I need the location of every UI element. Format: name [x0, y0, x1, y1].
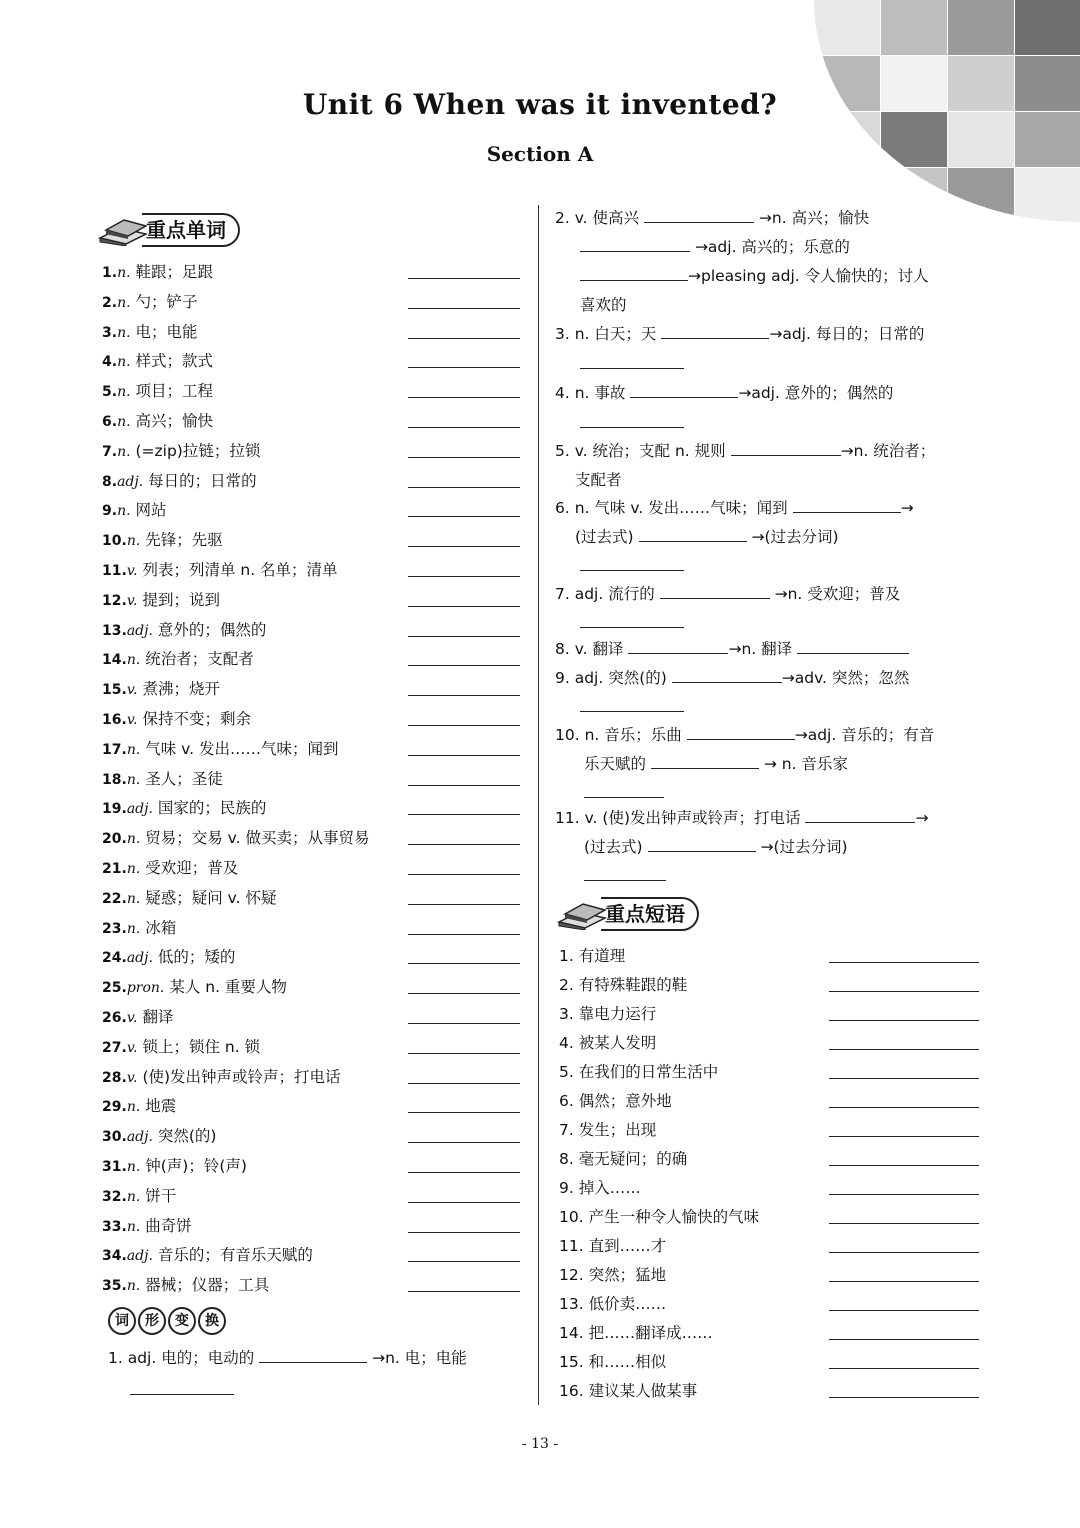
- word-form-char: 词: [108, 1307, 136, 1335]
- answer-blank[interactable]: [580, 554, 684, 571]
- wordform-item-8: 8. v. 翻译 →n. 翻译: [555, 635, 980, 664]
- answer-blank[interactable]: [829, 1397, 979, 1398]
- word-number: 8.: [102, 473, 118, 490]
- phrase-text: 12. 突然；猛地: [559, 1266, 667, 1284]
- part-of-speech: n.: [117, 503, 131, 520]
- word-row: [102, 1241, 520, 1271]
- word-row: [102, 824, 520, 854]
- phrase-text: 8. 毫无疑问；的确: [559, 1150, 688, 1168]
- mosaic-cell: [1015, 168, 1080, 222]
- wordform-item-3: 3. n. 白天；天 →adj. 每日的；日常的: [555, 320, 980, 349]
- word-meaning: 煮沸；烧开: [142, 680, 220, 699]
- wordform-item-2-line2: →adj. 高兴的；乐意的: [580, 233, 980, 262]
- answer-blank[interactable]: [829, 962, 979, 963]
- key-phrases-header: [557, 896, 699, 932]
- mosaic-cell: [881, 0, 947, 55]
- words-list: [102, 258, 520, 1301]
- word-meaning: 国家的；民族的: [157, 799, 267, 818]
- phrase-row: [559, 1377, 979, 1406]
- answer-blank[interactable]: [408, 695, 520, 696]
- word-meaning: 突然(的): [157, 1127, 217, 1146]
- word-form-header: [108, 1307, 226, 1335]
- answer-blank[interactable]: [408, 1023, 520, 1024]
- part-of-speech: n.: [126, 1188, 141, 1205]
- answer-blank[interactable]: [580, 352, 684, 369]
- phrase-text: 6. 偶然；意外地: [559, 1092, 672, 1110]
- word-number: 12.: [102, 592, 127, 609]
- word-row: [102, 1063, 520, 1093]
- word-meaning: 曲奇饼: [145, 1216, 192, 1235]
- phrase-row: [559, 942, 979, 971]
- word-meaning: 某人 n. 重要人物: [169, 978, 287, 997]
- part-of-speech: n.: [126, 652, 141, 669]
- word-row: [102, 943, 520, 973]
- answer-blank[interactable]: [639, 525, 747, 542]
- wordform-item-9-line2: [580, 693, 684, 722]
- column-divider: [538, 205, 539, 1405]
- answer-blank[interactable]: [580, 611, 684, 628]
- phrase-text: 14. 把……翻译成……: [559, 1324, 713, 1342]
- phrase-text: 5. 在我们的日常生活中: [559, 1063, 719, 1081]
- part-of-speech: n.: [126, 533, 141, 550]
- answer-blank[interactable]: [408, 963, 520, 964]
- part-of-speech: n.: [126, 1218, 141, 1235]
- word-meaning: 每日的；日常的: [148, 471, 257, 490]
- answer-blank[interactable]: [408, 397, 520, 398]
- word-meaning: 翻译: [142, 1007, 174, 1026]
- answer-blank[interactable]: [130, 1378, 234, 1395]
- part-of-speech: adj.: [126, 950, 153, 967]
- phrase-row: [559, 1029, 979, 1058]
- word-row: [102, 288, 520, 318]
- part-of-speech: n.: [126, 771, 141, 788]
- part-of-speech: n.: [117, 294, 131, 311]
- wordform-item-10-line2: 乐天赋的 → n. 音乐家: [584, 750, 980, 779]
- page-title: Unit 6 When was it invented?: [302, 88, 778, 121]
- word-row: [102, 735, 520, 765]
- phrase-text: 16. 建议某人做某事: [559, 1382, 698, 1400]
- answer-blank[interactable]: [408, 665, 520, 666]
- wordform-item-4-line2: [580, 409, 684, 438]
- word-number: 10.: [102, 533, 127, 550]
- word-row: [102, 377, 520, 407]
- mosaic-cell: [814, 0, 880, 55]
- phrase-text: 15. 和……相似: [559, 1353, 667, 1371]
- wordform-item-11-line3: [584, 862, 666, 891]
- word-number: 5.: [102, 384, 118, 401]
- word-number: 34.: [102, 1248, 127, 1265]
- part-of-speech: n.: [117, 443, 131, 460]
- word-number: 23.: [102, 920, 127, 937]
- word-meaning: (=zip)拉链；拉锁: [135, 441, 261, 460]
- answer-blank[interactable]: [408, 874, 520, 875]
- word-meaning: 受欢迎；普及: [145, 858, 239, 877]
- phrase-row: [559, 1058, 979, 1087]
- word-row: [102, 437, 520, 467]
- part-of-speech: n.: [126, 890, 141, 907]
- answer-blank[interactable]: [408, 1291, 520, 1292]
- word-number: 27.: [102, 1039, 127, 1056]
- word-number: 32.: [102, 1188, 127, 1205]
- answer-blank[interactable]: [829, 1310, 979, 1311]
- word-number: 17.: [102, 741, 127, 758]
- word-number: 11.: [102, 562, 127, 579]
- word-meaning: 网站: [135, 501, 167, 520]
- word-meaning: 提到；说到: [142, 590, 220, 609]
- phrase-text: 10. 产生一种令人愉快的气味: [559, 1208, 760, 1226]
- answer-blank[interactable]: [408, 427, 520, 428]
- word-meaning: 气味 v. 发出……气味；闻到: [145, 739, 339, 758]
- word-number: 4.: [102, 354, 118, 371]
- phrase-row: [559, 1116, 979, 1145]
- page-number: - 13 -: [521, 1436, 559, 1452]
- word-row: [102, 765, 520, 795]
- answer-blank[interactable]: [408, 814, 520, 815]
- part-of-speech: v.: [126, 562, 138, 579]
- key-phrases-label: 重点短语: [601, 897, 699, 931]
- phrase-row: [559, 1290, 979, 1319]
- word-number: 22.: [102, 890, 127, 907]
- word-meaning: 先锋；先驱: [145, 531, 223, 550]
- answer-blank[interactable]: [584, 864, 666, 881]
- answer-blank[interactable]: [408, 755, 520, 756]
- wordform-item-5-line2: 支配者: [575, 471, 622, 489]
- word-meaning: (使)发出钟声或铃声；打电话: [142, 1067, 341, 1086]
- word-meaning: 钟(声)；铃(声): [145, 1156, 247, 1175]
- word-number: 35.: [102, 1278, 127, 1295]
- part-of-speech: v.: [126, 711, 138, 728]
- answer-blank[interactable]: [408, 785, 520, 786]
- answer-blank[interactable]: [829, 1368, 979, 1369]
- word-number: 7.: [102, 443, 118, 460]
- part-of-speech: adj.: [126, 1248, 153, 1265]
- answer-blank[interactable]: [408, 516, 520, 517]
- part-of-speech: v.: [126, 1039, 138, 1056]
- books-icon: [557, 900, 601, 928]
- word-row: [102, 526, 520, 556]
- answer-blank[interactable]: [829, 1339, 979, 1340]
- word-row: [102, 1033, 520, 1063]
- phrase-row: [559, 1232, 979, 1261]
- word-meaning: 圣人；圣徒: [145, 769, 223, 788]
- phrase-text: 9. 掉入……: [559, 1179, 641, 1197]
- word-number: 19.: [102, 801, 127, 818]
- answer-blank[interactable]: [584, 781, 664, 798]
- phrase-row: [559, 1319, 979, 1348]
- word-row: [102, 675, 520, 705]
- part-of-speech: n.: [126, 1158, 141, 1175]
- word-meaning: 地震: [145, 1097, 177, 1116]
- word-number: 16.: [102, 711, 127, 728]
- wordform-item-10: 10. n. 音乐；乐曲 →adj. 音乐的；有音: [555, 721, 980, 750]
- word-meaning: 低的；矮的: [157, 948, 236, 967]
- wordform-item-2: 2. v. 使高兴 →n. 高兴；愉快: [555, 204, 980, 233]
- word-number: 9.: [102, 503, 118, 520]
- answer-blank[interactable]: [797, 637, 909, 654]
- answer-blank[interactable]: [651, 752, 759, 769]
- answer-blank[interactable]: [829, 1194, 979, 1195]
- word-row: [102, 705, 520, 735]
- answer-blank[interactable]: [829, 1136, 979, 1137]
- answer-blank[interactable]: [408, 308, 520, 309]
- part-of-speech: adj.: [126, 801, 153, 818]
- part-of-speech: n.: [126, 920, 141, 937]
- wordform-item-4: 4. n. 事故 →adj. 意外的；偶然的: [555, 379, 980, 408]
- word-meaning: 鞋跟；足跟: [135, 263, 213, 281]
- answer-blank[interactable]: [580, 264, 688, 281]
- part-of-speech: v.: [126, 1069, 138, 1086]
- answer-blank[interactable]: [408, 487, 520, 488]
- answer-blank[interactable]: [408, 1261, 520, 1262]
- answer-blank[interactable]: [408, 606, 520, 607]
- answer-blank[interactable]: [580, 411, 684, 428]
- word-row: [102, 1122, 520, 1152]
- word-number: 3.: [102, 324, 118, 341]
- word-number: 1.: [102, 265, 118, 281]
- answer-blank[interactable]: [661, 322, 769, 339]
- word-meaning: 意外的；偶然的: [157, 620, 267, 639]
- wordform-item-2-line3: →pleasing adj. 令人愉快的；讨人: [580, 262, 980, 291]
- answer-blank[interactable]: [829, 1165, 979, 1166]
- word-meaning: 冰箱: [145, 918, 177, 937]
- section-subtitle: Section A: [486, 142, 594, 166]
- word-row: [102, 884, 520, 914]
- word-form-char: 变: [168, 1307, 196, 1335]
- word-row: [102, 407, 520, 437]
- wordform-item-5: 5. v. 统治；支配 n. 规则 →n. 统治者；: [555, 437, 980, 466]
- word-meaning: 音乐的；有音乐天赋的: [157, 1246, 313, 1265]
- word-row: [102, 1152, 520, 1182]
- word-number: 15.: [102, 682, 127, 699]
- answer-blank[interactable]: [630, 381, 738, 398]
- word-row: [102, 794, 520, 824]
- phrase-text: 13. 低价卖……: [559, 1295, 667, 1313]
- phrase-text: 3. 靠电力运行: [559, 1005, 657, 1023]
- word-row: [102, 1212, 520, 1242]
- part-of-speech: n.: [117, 413, 131, 430]
- answer-blank[interactable]: [829, 1252, 979, 1253]
- books-icon: [98, 216, 142, 244]
- part-of-speech: n.: [117, 265, 131, 281]
- word-meaning: 勺；铲子: [135, 292, 198, 311]
- word-number: 29.: [102, 1099, 127, 1116]
- wordform-item-3-line2: [580, 350, 684, 379]
- answer-blank[interactable]: [259, 1346, 367, 1363]
- word-meaning: 保持不变；剩余: [142, 709, 251, 728]
- word-row: [102, 854, 520, 884]
- word-row: [102, 645, 520, 675]
- answer-blank[interactable]: [408, 1202, 520, 1203]
- part-of-speech: n.: [126, 741, 141, 758]
- word-form-char: 换: [198, 1307, 226, 1335]
- part-of-speech: adj.: [126, 1129, 153, 1146]
- answer-blank[interactable]: [408, 1053, 520, 1054]
- word-number: 25.: [102, 980, 127, 997]
- word-meaning: 高兴；愉快: [135, 411, 213, 430]
- word-meaning: 样式；款式: [135, 352, 213, 371]
- word-row: [102, 318, 520, 348]
- word-number: 26.: [102, 1009, 127, 1026]
- part-of-speech: n.: [126, 831, 141, 848]
- wordform-item-2-line4: 喜欢的: [580, 296, 627, 314]
- phrase-text: 7. 发生；出现: [559, 1121, 657, 1139]
- phrase-row: [559, 971, 979, 1000]
- word-number: 20.: [102, 831, 127, 848]
- part-of-speech: n.: [117, 384, 131, 401]
- part-of-speech: v.: [126, 592, 138, 609]
- word-meaning: 统治者；支配者: [145, 650, 254, 669]
- word-number: 33.: [102, 1218, 127, 1235]
- answer-blank[interactable]: [408, 844, 520, 845]
- word-meaning: 疑惑；疑问 v. 怀疑: [145, 888, 277, 907]
- part-of-speech: v.: [126, 1009, 138, 1026]
- answer-blank[interactable]: [408, 457, 520, 458]
- phrase-text: 2. 有特殊鞋跟的鞋: [559, 976, 688, 994]
- wordform-item-1: 1. adj. 电的；电动的 →n. 电；电能: [108, 1344, 522, 1373]
- word-row: [102, 1092, 520, 1122]
- answer-blank[interactable]: [408, 1112, 520, 1113]
- word-row: [102, 467, 520, 497]
- part-of-speech: n.: [126, 1099, 141, 1116]
- phrase-row: [559, 1000, 979, 1029]
- word-row: [102, 1182, 520, 1212]
- mosaic-cell: [948, 0, 1014, 55]
- wordform-item-6-line2: (过去式) →(过去分词): [575, 523, 980, 552]
- answer-blank[interactable]: [628, 637, 728, 654]
- wordform-item-7: 7. adj. 流行的 →n. 受欢迎；普及: [555, 580, 980, 609]
- word-row: [102, 556, 520, 586]
- answer-blank[interactable]: [408, 367, 520, 368]
- answer-blank[interactable]: [580, 695, 684, 712]
- phrase-row: [559, 1203, 979, 1232]
- answer-blank[interactable]: [408, 725, 520, 726]
- word-number: 24.: [102, 950, 127, 967]
- answer-blank[interactable]: [408, 1083, 520, 1084]
- word-number: 28.: [102, 1069, 127, 1086]
- answer-blank[interactable]: [829, 1281, 979, 1282]
- part-of-speech: n.: [117, 354, 131, 371]
- answer-blank[interactable]: [644, 206, 754, 223]
- word-row: [102, 1003, 520, 1033]
- word-number: 30.: [102, 1129, 127, 1146]
- phrase-text: 4. 被某人发明: [559, 1034, 657, 1052]
- word-meaning: 器械；仪器；工具: [145, 1276, 270, 1295]
- answer-blank[interactable]: [408, 338, 520, 339]
- answer-blank[interactable]: [408, 1142, 520, 1143]
- word-meaning: 贸易；交易 v. 做买卖；从事贸易: [145, 829, 370, 848]
- wordform-item-6: 6. n. 气味 v. 发出……气味；闻到 →: [555, 494, 980, 523]
- wordform-item-1-line2: [130, 1376, 234, 1405]
- word-meaning: 饼干: [145, 1186, 177, 1205]
- answer-blank[interactable]: [408, 934, 520, 935]
- answer-blank[interactable]: [408, 576, 520, 577]
- key-words-label: 重点单词: [142, 213, 240, 247]
- word-meaning: 电；电能: [135, 322, 198, 341]
- answer-blank[interactable]: [408, 993, 520, 994]
- answer-blank[interactable]: [805, 806, 915, 823]
- answer-blank[interactable]: [408, 636, 520, 637]
- phrase-text: 1. 有道理: [559, 947, 626, 965]
- word-number: 13.: [102, 622, 127, 639]
- phrase-row: [559, 1261, 979, 1290]
- answer-blank[interactable]: [408, 904, 520, 905]
- wordform-item-7-line2: [580, 609, 684, 638]
- wordform-item-9: 9. adj. 突然(的) →adv. 突然；忽然: [555, 664, 980, 693]
- answer-blank[interactable]: [408, 1232, 520, 1233]
- answer-blank[interactable]: [793, 496, 901, 513]
- word-row: [102, 973, 520, 1003]
- word-number: 31.: [102, 1158, 127, 1175]
- phrase-row: [559, 1087, 979, 1116]
- word-number: 6.: [102, 413, 118, 430]
- part-of-speech: adj.: [126, 622, 153, 639]
- part-of-speech: n.: [126, 860, 141, 877]
- key-words-header: [98, 212, 240, 248]
- part-of-speech: adj.: [117, 473, 144, 490]
- word-meaning: 锁上；锁住 n. 锁: [142, 1037, 261, 1056]
- word-form-char: 形: [138, 1307, 166, 1335]
- word-row: [102, 258, 520, 288]
- word-row: [102, 616, 520, 646]
- word-row: [102, 914, 520, 944]
- answer-blank[interactable]: [408, 546, 520, 547]
- answer-blank[interactable]: [580, 235, 690, 252]
- answer-blank[interactable]: [829, 991, 979, 992]
- part-of-speech: n.: [117, 324, 131, 341]
- phrase-row: [559, 1145, 979, 1174]
- answer-blank[interactable]: [829, 1078, 979, 1079]
- word-number: 21.: [102, 860, 127, 877]
- answer-blank[interactable]: [829, 1107, 979, 1108]
- phrases-list: [559, 942, 979, 1406]
- word-number: 18.: [102, 771, 127, 788]
- phrase-text: 11. 直到……才: [559, 1237, 667, 1255]
- word-row: [102, 1271, 520, 1301]
- wordform-item-11-line2: (过去式) →(过去分词): [584, 833, 980, 862]
- phrase-row: [559, 1348, 979, 1377]
- phrase-row: [559, 1174, 979, 1203]
- word-number: 14.: [102, 652, 127, 669]
- answer-blank[interactable]: [660, 582, 770, 599]
- answer-blank[interactable]: [687, 723, 795, 740]
- word-meaning: 列表；列清单 n. 名单；清单: [142, 560, 338, 579]
- answer-blank[interactable]: [648, 835, 756, 852]
- wordform-item-11: 11. v. (使)发出钟声或铃声；打电话 →: [555, 804, 980, 833]
- part-of-speech: pron.: [126, 980, 165, 997]
- word-number: 2.: [102, 294, 118, 311]
- answer-blank[interactable]: [408, 278, 520, 279]
- answer-blank[interactable]: [829, 1223, 979, 1224]
- word-meaning: 项目；工程: [135, 382, 213, 401]
- mosaic-cell: [1015, 0, 1080, 55]
- word-row: [102, 586, 520, 616]
- wordform-item-6-line3: [580, 552, 684, 581]
- word-row: [102, 347, 520, 377]
- part-of-speech: n.: [126, 1278, 141, 1295]
- answer-blank[interactable]: [829, 1049, 979, 1050]
- part-of-speech: v.: [126, 682, 138, 699]
- answer-blank[interactable]: [408, 1172, 520, 1173]
- answer-blank[interactable]: [829, 1020, 979, 1021]
- answer-blank[interactable]: [731, 439, 841, 456]
- answer-blank[interactable]: [672, 666, 782, 683]
- word-row: [102, 496, 520, 526]
